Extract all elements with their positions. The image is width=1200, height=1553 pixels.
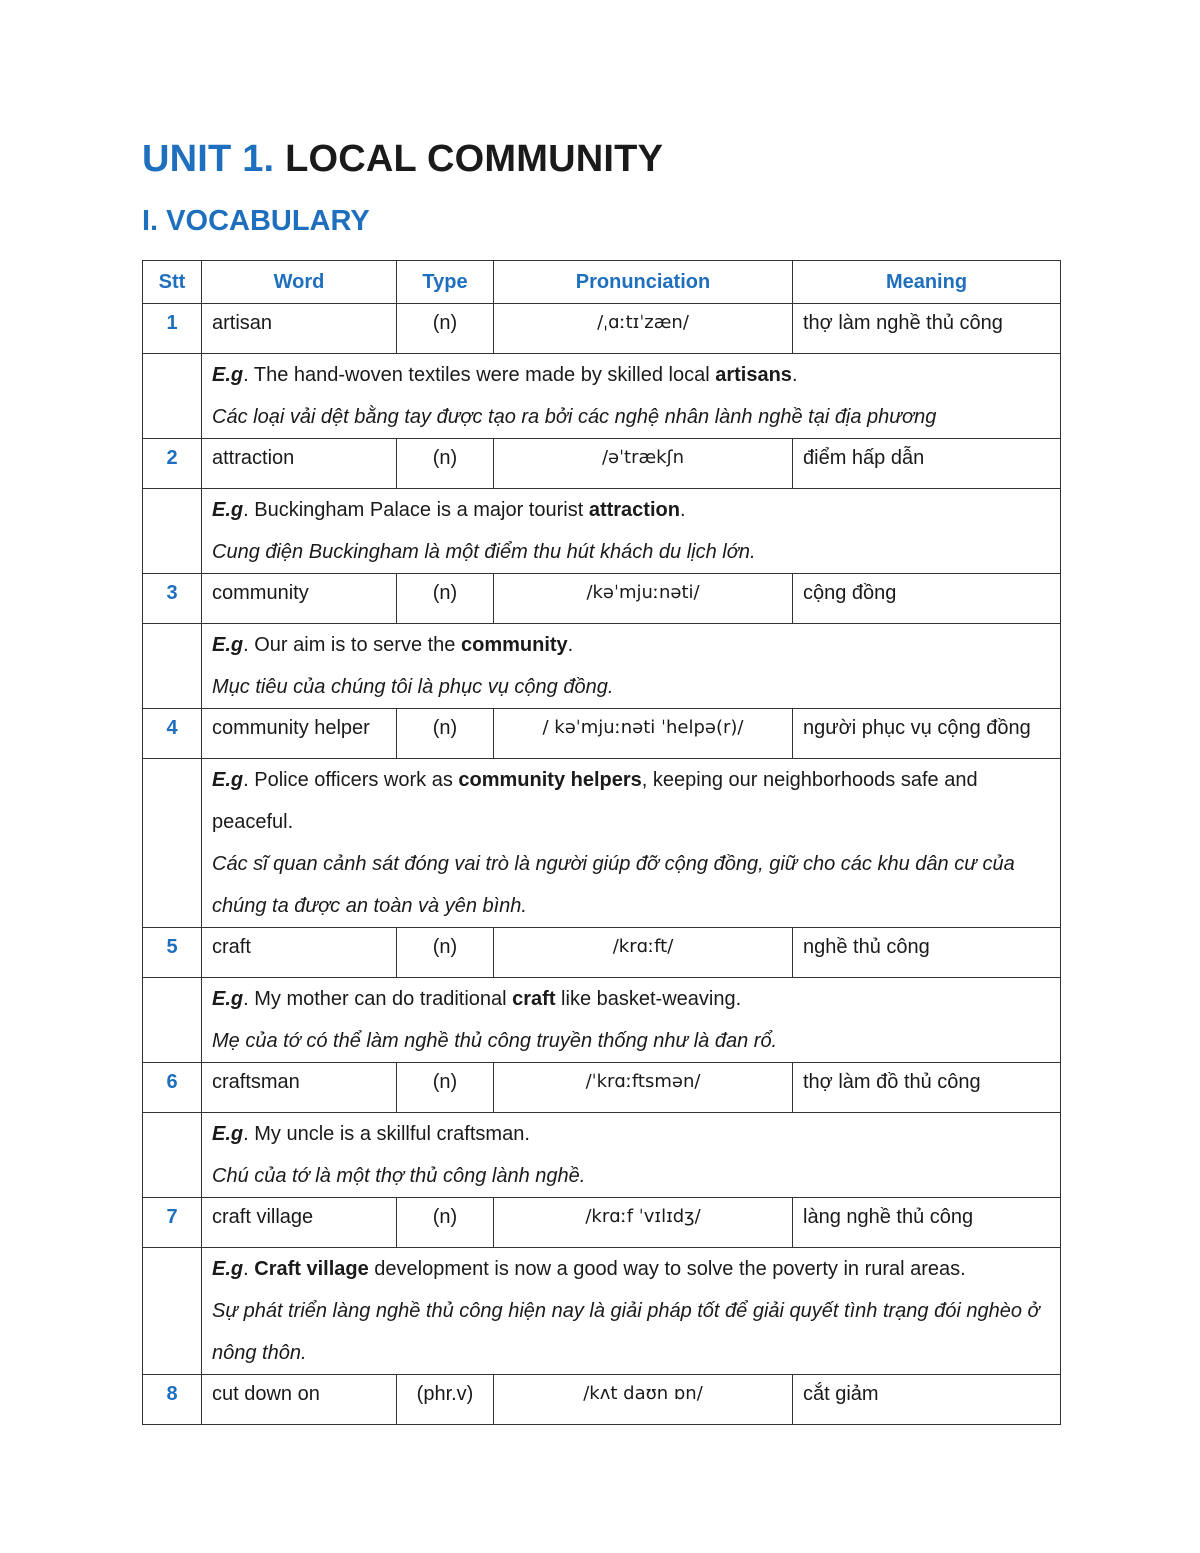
- example-spacer-cell: [143, 1248, 202, 1375]
- example-text-a: .: [243, 1258, 255, 1280]
- table-header-row: [143, 261, 1061, 304]
- example-spacer-cell: [143, 1113, 202, 1198]
- word-cell: community helper: [202, 709, 397, 759]
- vocabulary-table: [142, 260, 1061, 1425]
- pronunciation-cell: /krɑːft/: [494, 928, 793, 978]
- word-cell: cut down on: [202, 1375, 397, 1425]
- example-text-c: .: [567, 634, 574, 656]
- pronunciation-cell: / kəˈmjuːnəti ˈhelpə(r)/: [494, 709, 793, 759]
- example-cell: [202, 759, 1061, 928]
- example-cell: [202, 1248, 1061, 1375]
- example-text-a: . Police officers work as: [243, 769, 459, 791]
- table-row: [143, 1198, 1061, 1248]
- example-vietnamese: Các loại vải dệt bằng tay được tạo ra bởi các nghệ nhân lành nghề tại địa phương: [212, 406, 937, 428]
- example-vietnamese: Cung điện Buckingham là một điểm thu hút khách du lịch lớn.: [212, 541, 756, 563]
- example-vietnamese: Mục tiêu của chúng tôi là phục vụ cộng đồng.: [212, 676, 614, 698]
- meaning-cell: điểm hấp dẫn: [793, 439, 1061, 489]
- stt-cell: 4: [143, 709, 202, 759]
- example-row: [143, 1113, 1061, 1198]
- example-spacer-cell: [143, 489, 202, 574]
- meaning-cell: cộng đồng: [793, 574, 1061, 624]
- pronunciation-cell: /kəˈmjuːnəti/: [494, 574, 793, 624]
- example-label: E.g: [212, 499, 244, 521]
- pronunciation-cell: /kʌt daʊn ɒn/: [494, 1375, 793, 1425]
- example-vietnamese: Chú của tớ là một thợ thủ công lành nghề.: [212, 1165, 586, 1187]
- example-keyword: community helpers: [458, 769, 642, 791]
- example-spacer-cell: [143, 978, 202, 1063]
- type-cell: (n): [397, 574, 494, 624]
- example-keyword: attraction: [588, 499, 680, 521]
- table-row: [143, 439, 1061, 489]
- word-cell: craft: [202, 928, 397, 978]
- example-text-a: . Buckingham Palace is a major tourist: [243, 499, 589, 521]
- type-cell: (n): [397, 928, 494, 978]
- example-cell: [202, 978, 1061, 1063]
- meaning-cell: thợ làm đồ thủ công: [793, 1063, 1061, 1113]
- word-cell: community: [202, 574, 397, 624]
- stt-cell: 1: [143, 304, 202, 354]
- example-text-a: . The hand-woven textiles were made by skilled local: [243, 364, 716, 386]
- example-english: [212, 1113, 1050, 1155]
- example-label: E.g: [212, 1258, 244, 1280]
- section-title: I. VOCABULARY: [142, 205, 370, 237]
- header-type: Type: [397, 261, 494, 304]
- example-text-c: like basket-weaving.: [555, 988, 742, 1010]
- pronunciation-cell: /əˈtrækʃn: [494, 439, 793, 489]
- example-keyword: craft: [512, 988, 556, 1010]
- example-english: [212, 978, 1050, 1020]
- header-word: Word: [202, 261, 397, 304]
- example-row: [143, 624, 1061, 709]
- stt-cell: 8: [143, 1375, 202, 1425]
- example-english: [212, 1248, 1050, 1290]
- example-vietnamese: Các sĩ quan cảnh sát đóng vai trò là người giúp đỡ cộng đồng, giữ cho các khu dân cư của chúng ta được an toàn và yên bình.: [212, 853, 1015, 917]
- example-cell: [202, 354, 1061, 439]
- word-cell: craft village: [202, 1198, 397, 1248]
- example-english: [212, 759, 1050, 843]
- stt-cell: 3: [143, 574, 202, 624]
- unit-topic: LOCAL COMMUNITY: [285, 138, 664, 180]
- example-label: E.g: [212, 364, 244, 386]
- example-text-a: . Our aim is to serve the: [243, 634, 461, 656]
- type-cell: (n): [397, 304, 494, 354]
- example-spacer-cell: [143, 759, 202, 928]
- stt-cell: 2: [143, 439, 202, 489]
- example-keyword: Craft village: [254, 1258, 369, 1280]
- example-vietnamese: Sự phát triển làng nghề thủ công hiện nay là giải pháp tốt để giải quyết tình trạng đói nghèo ở nông thôn.: [212, 1300, 1040, 1364]
- table-row: [143, 709, 1061, 759]
- example-label: E.g: [212, 634, 244, 656]
- example-english: [212, 354, 1050, 396]
- table-row: [143, 574, 1061, 624]
- table-row: [143, 1375, 1061, 1425]
- example-label: E.g: [212, 1123, 244, 1145]
- type-cell: (n): [397, 709, 494, 759]
- stt-cell: 6: [143, 1063, 202, 1113]
- pronunciation-cell: /ˈkrɑːftsmən/: [494, 1063, 793, 1113]
- type-cell: (n): [397, 1063, 494, 1113]
- example-spacer-cell: [143, 354, 202, 439]
- example-label: E.g: [212, 988, 244, 1010]
- vocabulary-body: [143, 304, 1061, 1425]
- word-cell: attraction: [202, 439, 397, 489]
- meaning-cell: làng nghề thủ công: [793, 1198, 1061, 1248]
- example-text-a: . My mother can do traditional: [243, 988, 513, 1010]
- word-cell: artisan: [202, 304, 397, 354]
- example-english: [212, 489, 1050, 531]
- table-row: [143, 1063, 1061, 1113]
- example-text-a: . My uncle is a skillful craftsman.: [243, 1123, 530, 1145]
- pronunciation-cell: /krɑːf ˈvɪlɪdʒ/: [494, 1198, 793, 1248]
- type-cell: (phr.v): [397, 1375, 494, 1425]
- example-row: [143, 978, 1061, 1063]
- header-pronunciation: Pronunciation: [494, 261, 793, 304]
- example-row: [143, 354, 1061, 439]
- page-title: [142, 138, 663, 181]
- stt-cell: 7: [143, 1198, 202, 1248]
- meaning-cell: cắt giảm: [793, 1375, 1061, 1425]
- example-text-c: development is now a good way to solve the poverty in rural areas.: [368, 1258, 966, 1280]
- meaning-cell: thợ làm nghề thủ công: [793, 304, 1061, 354]
- example-text-c: .: [679, 499, 686, 521]
- example-text-c: , keeping our neighborhoods safe and peaceful.: [212, 769, 978, 833]
- table-row: [143, 304, 1061, 354]
- example-text-c: .: [791, 364, 798, 386]
- table-row: [143, 928, 1061, 978]
- example-row: [143, 489, 1061, 574]
- example-cell: [202, 624, 1061, 709]
- stt-cell: 5: [143, 928, 202, 978]
- meaning-cell: nghề thủ công: [793, 928, 1061, 978]
- header-meaning: Meaning: [793, 261, 1061, 304]
- example-cell: [202, 1113, 1061, 1198]
- example-row: [143, 759, 1061, 928]
- example-english: [212, 624, 1050, 666]
- example-row: [143, 1248, 1061, 1375]
- pronunciation-cell: /ˌɑːtɪˈzæn/: [494, 304, 793, 354]
- meaning-cell: người phục vụ cộng đồng: [793, 709, 1061, 759]
- example-cell: [202, 489, 1061, 574]
- example-keyword: artisans: [715, 364, 792, 386]
- example-keyword: community: [460, 634, 568, 656]
- example-vietnamese: Mẹ của tớ có thể làm nghề thủ công truyền thống như là đan rổ.: [212, 1030, 778, 1052]
- example-label: E.g: [212, 769, 244, 791]
- example-spacer-cell: [143, 624, 202, 709]
- type-cell: (n): [397, 1198, 494, 1248]
- type-cell: (n): [397, 439, 494, 489]
- header-stt: Stt: [143, 261, 202, 304]
- unit-number: UNIT 1.: [142, 138, 275, 180]
- word-cell: craftsman: [202, 1063, 397, 1113]
